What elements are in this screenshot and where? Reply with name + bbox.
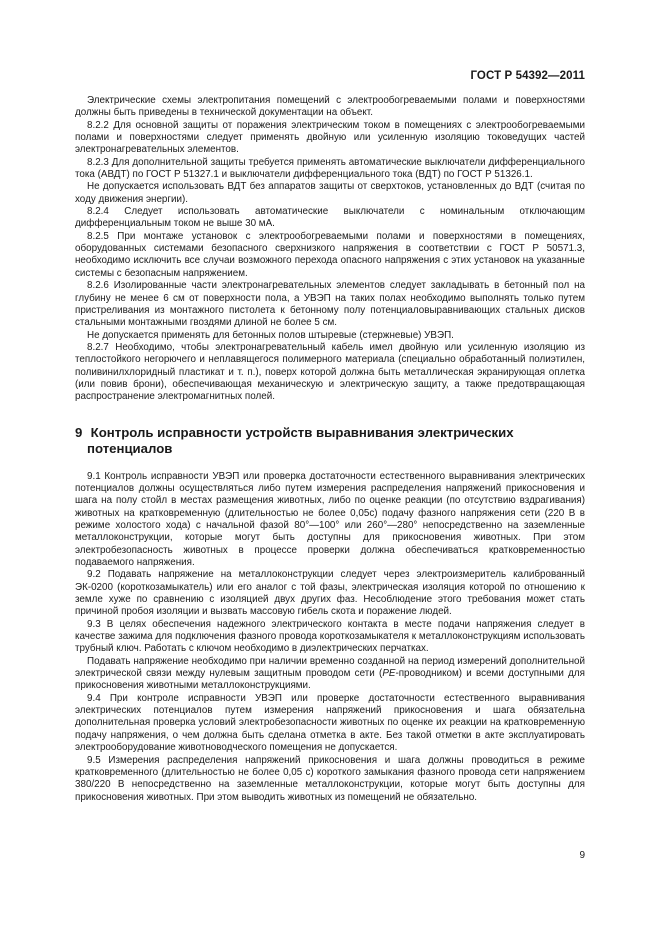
paragraph: 9.5 Измерения распределения напряжений прикосновения и шага должны проводиться в режиме кратковременного (длительностью не более 0,05 с) короткого замыкания фазного провода сети напряжением 380/220 В непосредственно на заземленные металлоконструкции, которые могут быть доступны для прикосновения животных. При этом выводить животных из помещений не обязательно. <box>75 754 585 803</box>
paragraph: 9.2 Подавать напряжение на металлоконструкции следует через электроизмеритель калиброванный ЭК-0200 (короткозамыкатель) или его аналог с той фазы, электрическая изоляция которой по отношению к земле хуже по сравнению с изоляцией двух других фаз. Несоблюдение этого требования может стать причиной пробоя изоляции и вызвать массовую гибель скота и поражение людей. <box>75 569 585 618</box>
paragraph: 8.2.3 Для дополнительной защиты требуется применять автоматические выключатели дифференциального тока (АВДТ) по ГОСТ Р 51327.1 и выключатели дифференциального тока (ВДТ) по ГОСТ Р 51326.1. <box>75 156 585 181</box>
paragraph: 8.2.2 Для основной защиты от поражения электрическим током в помещениях с электрообогреваемыми полами и поверхностями следует применять двойную или усиленную изоляцию токоведущих частей электронагревательных элементов. <box>75 119 585 156</box>
pe-term: PE <box>382 668 396 680</box>
page-number: 9 <box>579 850 585 861</box>
paragraph: 9.3 В целях обеспечения надежного электрического контакта в месте подачи напряжения следует в качестве зажима для подключения фазного провода короткозамыкателя к металлоконструкциям использовать трубный ключ. Работать с ключом необходимо в диэлектрических перчатках. <box>75 618 585 655</box>
paragraph-text-tail: -проводником) и всеми доступными для прикосновения животными металлоконструкциями. <box>75 668 585 692</box>
paragraph: 8.2.6 Изолированные части электронагревательных элементов следует закладывать в бетонный пол на глубину не менее 6 см от поверхности пола, а УВЭП на таких полах необходимо выполнять только путем пристреливания из монтажного пистолета к бетонному полу потенциаловыравнивающих стальных дисков стальными монтажными гвоздями длиной не более 5 см. <box>75 280 585 329</box>
paragraph: 8.2.7 Необходимо, чтобы электронагревательный кабель имел двойную или усиленную изоляцию из теплостойкого негорючего и неплавящегося полимерного материала (специально обработанный полиэтилен, поливинилхлоридный пластикат и т. п.), поверх которой должна быть металлическая экранирующая оплетка (или повив брони), обеспечивающая механическую и электрическую защиту, а также предотвращающая распространение электромагнитных полей. <box>75 341 585 403</box>
paragraph: 8.2.4 Следует использовать автоматические выключатели с номинальным отключающим дифференциальным током не выше 30 мА. <box>75 206 585 230</box>
document-body <box>75 95 585 804</box>
paragraph: 9.4 При контроле исправности УВЭП или проверке достаточности естественного выравнивания электрических потенциалов путем измерения напряжений прикосновения и шага обязательна дополнительная проверка условий электробезопасности животных по оценке их реакции на кратковременную подачу напряжения, о чем должна быть сделана отметка в акте. Без такой отметки в акте эксплуатировать электрооборудование животноводческого помещения не допускается. <box>75 692 585 754</box>
paragraph: 9.1 Контроль исправности УВЭП или проверка достаточности естественного выравнивания электрических потенциалов должны осуществляться либо путем измерения распределения напряжений прикосновения и шага на полу стойл в местах размещения животных, либо по оценке реакции (по отсутствию вздрагивания) животных на кратковременную (длительностью не более 0,05с) подачу фазного напряжения сети (220 В в режиме холостого хода) с начальной фазой 80°—100° или 260°—280° непосредственно на заземленные металлоконструкции, которые могут быть доступны для прикосновения животных. При этом электробезопасность животных в процессе проверки должна обеспечиваться кратковременностью подаваемого напряжения. <box>75 470 585 568</box>
paragraph: Электрические схемы электропитания помещений с электрообогреваемыми полами и поверхностями должны быть приведены в технической документации на объект. <box>75 95 585 119</box>
section-title-line1: Контроль исправности устройств выравнивания электрических <box>90 424 514 440</box>
section-title-line2: потенциалов <box>87 440 173 456</box>
paragraph: Не допускается использовать ВДТ без аппаратов защиты от сверхтоков, установленных до ВДТ (считая по ходу движения энергии). <box>75 181 585 205</box>
paragraph <box>75 656 585 693</box>
section-number: 9 <box>75 424 83 440</box>
section-heading <box>75 425 585 457</box>
document-header: ГОСТ Р 54392—2011 <box>470 70 585 82</box>
paragraph: Не допускается применять для бетонных полов штыревые (стержневые) УВЭП. <box>87 329 454 341</box>
paragraph-text: Подавать напряжение необходимо при наличии временно созданной на период измерений дополнительной электрической связи между нулевым защитным проводом сети ( <box>75 655 585 680</box>
paragraph: 8.2.5 При монтаже установок с электрообогреваемыми полами и поверхностями в помещениях, оборудованных системами безопасного сверхнизкого напряжения в соответствии с ГОСТ Р 50571.3, необходимо исключить все случаи возможного перехода опасного напряжения с этих установок на указанные системы с безопасным напряжением. <box>75 230 585 279</box>
